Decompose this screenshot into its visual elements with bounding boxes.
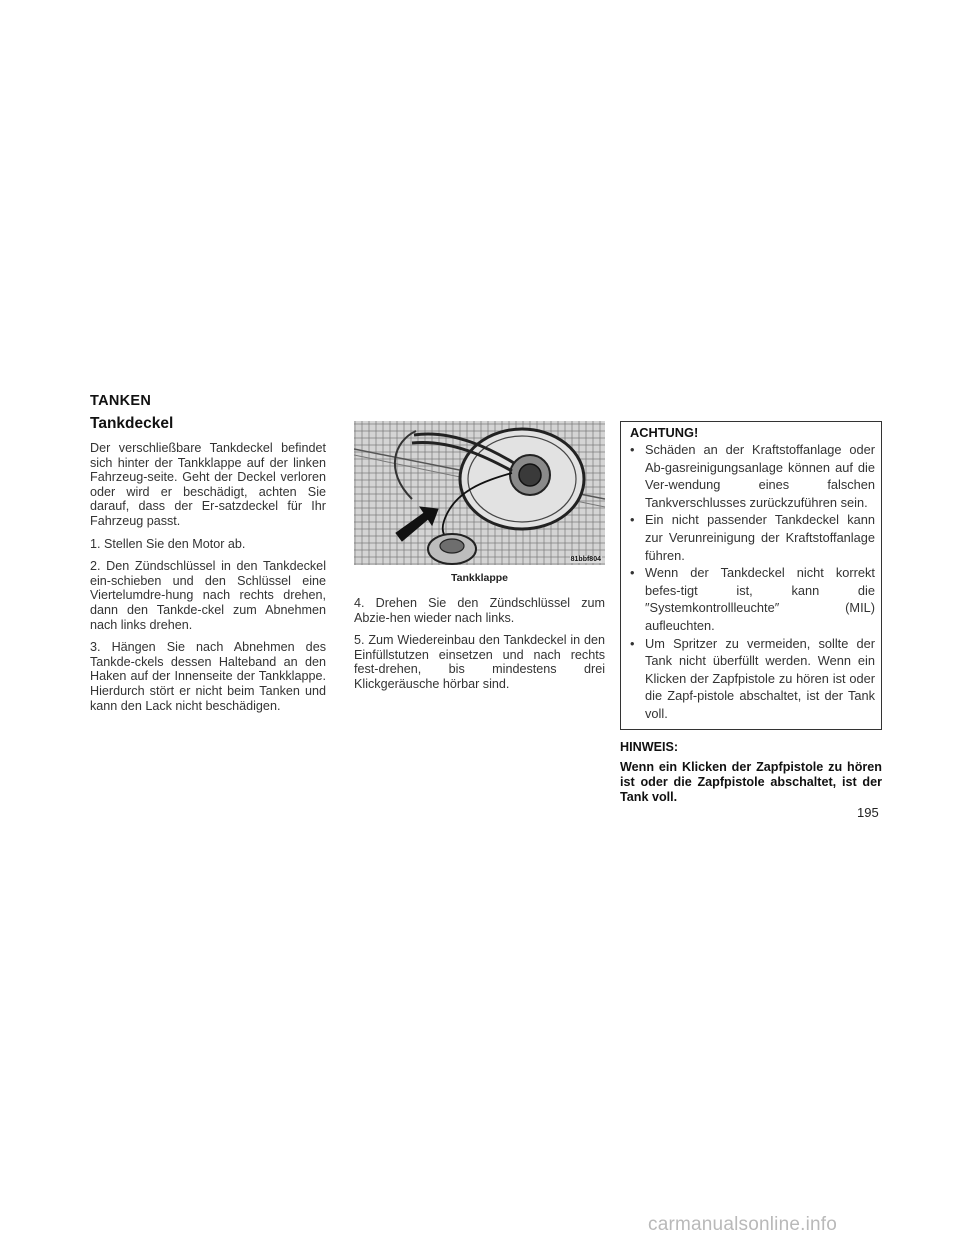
step-4: 4. Drehen Sie den Zündschlüssel zum Abzie-hen wieder nach links. (354, 596, 605, 625)
fuel-door-illustration (354, 421, 605, 565)
warning-item-text: Wenn der Tankdeckel nicht korrekt befes-tigt ist, kann die ″Systemkontrollleuchte″ (MIL) aufleuchten. (645, 565, 875, 633)
intro-paragraph: Der verschließbare Tankdeckel befindet sich hinter der Tankklappe auf der linken Fahrzeug-seite. Geht der Deckel verloren oder wird er beschädigt, achten Sie darauf, dass der Er-satzdeckel für Ihr Fahrzeug passt. (90, 441, 326, 528)
bullet-icon: • (630, 512, 635, 528)
column-right (620, 421, 882, 805)
warning-box (620, 421, 882, 730)
section-title: TANKEN (90, 393, 152, 409)
step-1: 1. Stellen Sie den Motor ab. (90, 536, 246, 551)
warning-item-text: Schäden an der Kraftstoffanlage oder Ab-gasreinigungsanlage können auf die Ver-wendung eines falschen Tankverschlusses zurückzuführen sein. (645, 442, 875, 510)
warning-list (630, 441, 875, 723)
warning-title: ACHTUNG! (630, 425, 699, 440)
step-3: 3. Hängen Sie nach Abnehmen des Tankde-ckels dessen Halteband an den Haken auf der Innenseite der Tankklappe. Hierdurch stört er nicht beim Tanken und kann den Lack nicht beschädigen. (90, 640, 326, 713)
fuel-door-figure (354, 421, 605, 565)
step-2: 2. Den Zündschlüssel in den Tankdeckel ein-schieben und den Schlüssel eine Viertelumdre-hung nach rechts drehen, dann den Tankde-ckel zum Abnehmen nach links drehen. (90, 559, 326, 632)
step-5: 5. Zum Wiedereinbau den Tankdeckel in den Einfüllstutzen einsetzen und nach rechts fest-drehen, bis mindestens drei Klickgeräusche hörbar sind. (354, 633, 605, 691)
page-number: 195 (857, 805, 879, 820)
bullet-icon: • (630, 635, 635, 651)
warning-item (630, 635, 875, 723)
figure-code: 81bbf804 (570, 556, 601, 563)
figure-caption: Tankklappe (451, 572, 508, 584)
warning-item (630, 511, 875, 564)
column-left (90, 393, 326, 721)
watermark: carmanualsonline.info (648, 1214, 838, 1235)
note-title: HINWEIS: (620, 739, 679, 754)
warning-item (630, 564, 875, 634)
column-middle (354, 421, 605, 700)
bullet-icon: • (630, 565, 635, 581)
warning-item-text: Um Spritzer zu vermeiden, sollte der Tank nicht überfüllt werden. Wenn ein Klicken der Zapfpistole zu hören ist oder die Zapf-pistole abschaltet, ist der Tank voll. (645, 635, 875, 721)
bullet-icon: • (630, 442, 635, 457)
subsection-title: Tankdeckel (90, 415, 174, 432)
warning-item-text: Ein nicht passender Tankdeckel kann zur Verunreinigung der Kraftstoffanlage führen. (645, 512, 875, 563)
warning-item (630, 441, 875, 511)
note-text: Wenn ein Klicken der Zapfpistole zu hören ist oder die Zapfpistole abschaltet, ist der Tank voll. (620, 759, 882, 804)
